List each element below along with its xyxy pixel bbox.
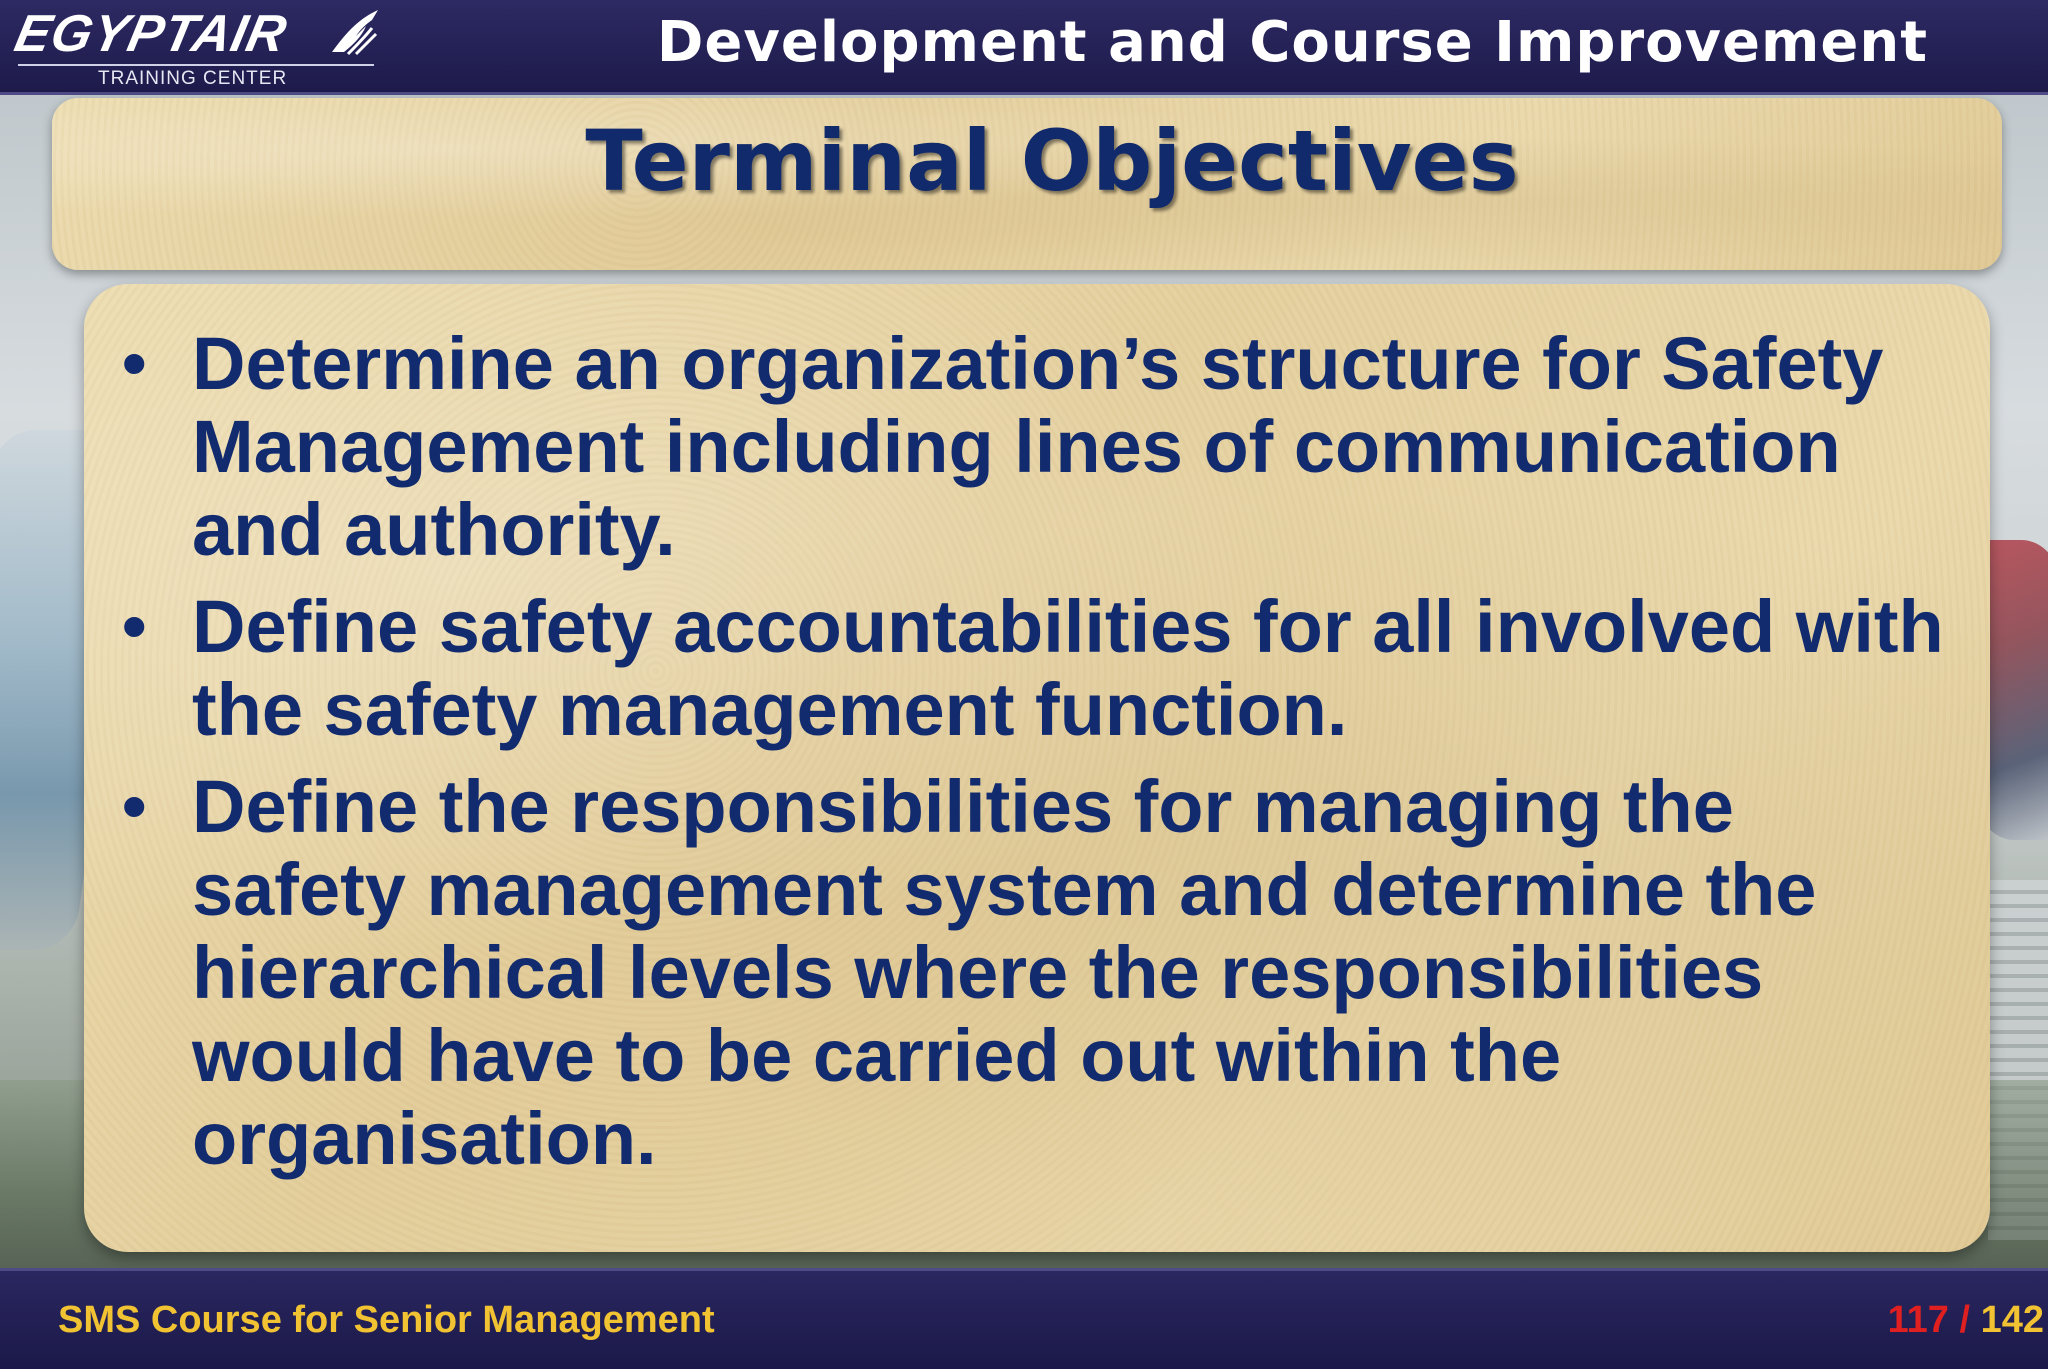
logo-subtitle: TRAINING CENTER [98,68,288,89]
bullet-text: Define the responsibilities for managing the safety management system and determine the hierarchical levels where the responsibilities would have to be carried out within the organisation. [192,765,1817,1180]
page-number [1888,1299,2044,1342]
list-item [84,585,1990,751]
bullet-text: Determine an organization’s structure for Safety Management including lines of communication and authority. [192,322,1884,571]
title-panel [52,98,2002,270]
page-total: 142 [1980,1299,2044,1341]
slide-title: Terminal Objectives [585,112,1519,210]
header-title: Development and Course Improvement [656,10,1928,75]
objectives-list [84,322,1990,1194]
bullet-text: Define safety accountabilities for all involved with the safety management function. [192,585,1944,751]
logo-divider [18,64,374,66]
list-item [84,322,1990,571]
course-name: SMS Course for Senior Management [58,1299,715,1341]
bullet-icon: • [122,324,147,402]
horus-wing-icon [326,6,382,58]
page-current: 117 [1887,1299,1949,1341]
slide-footer [0,1268,2048,1369]
logo-wordmark: EGYPTAIR [9,5,293,63]
slide-header [0,0,2048,95]
list-item [84,765,1990,1180]
bullet-icon: • [122,767,147,845]
content-panel [84,284,1990,1252]
bullet-icon: • [122,587,147,665]
page-separator: / [1948,1299,1981,1341]
egyptair-logo [9,4,374,89]
